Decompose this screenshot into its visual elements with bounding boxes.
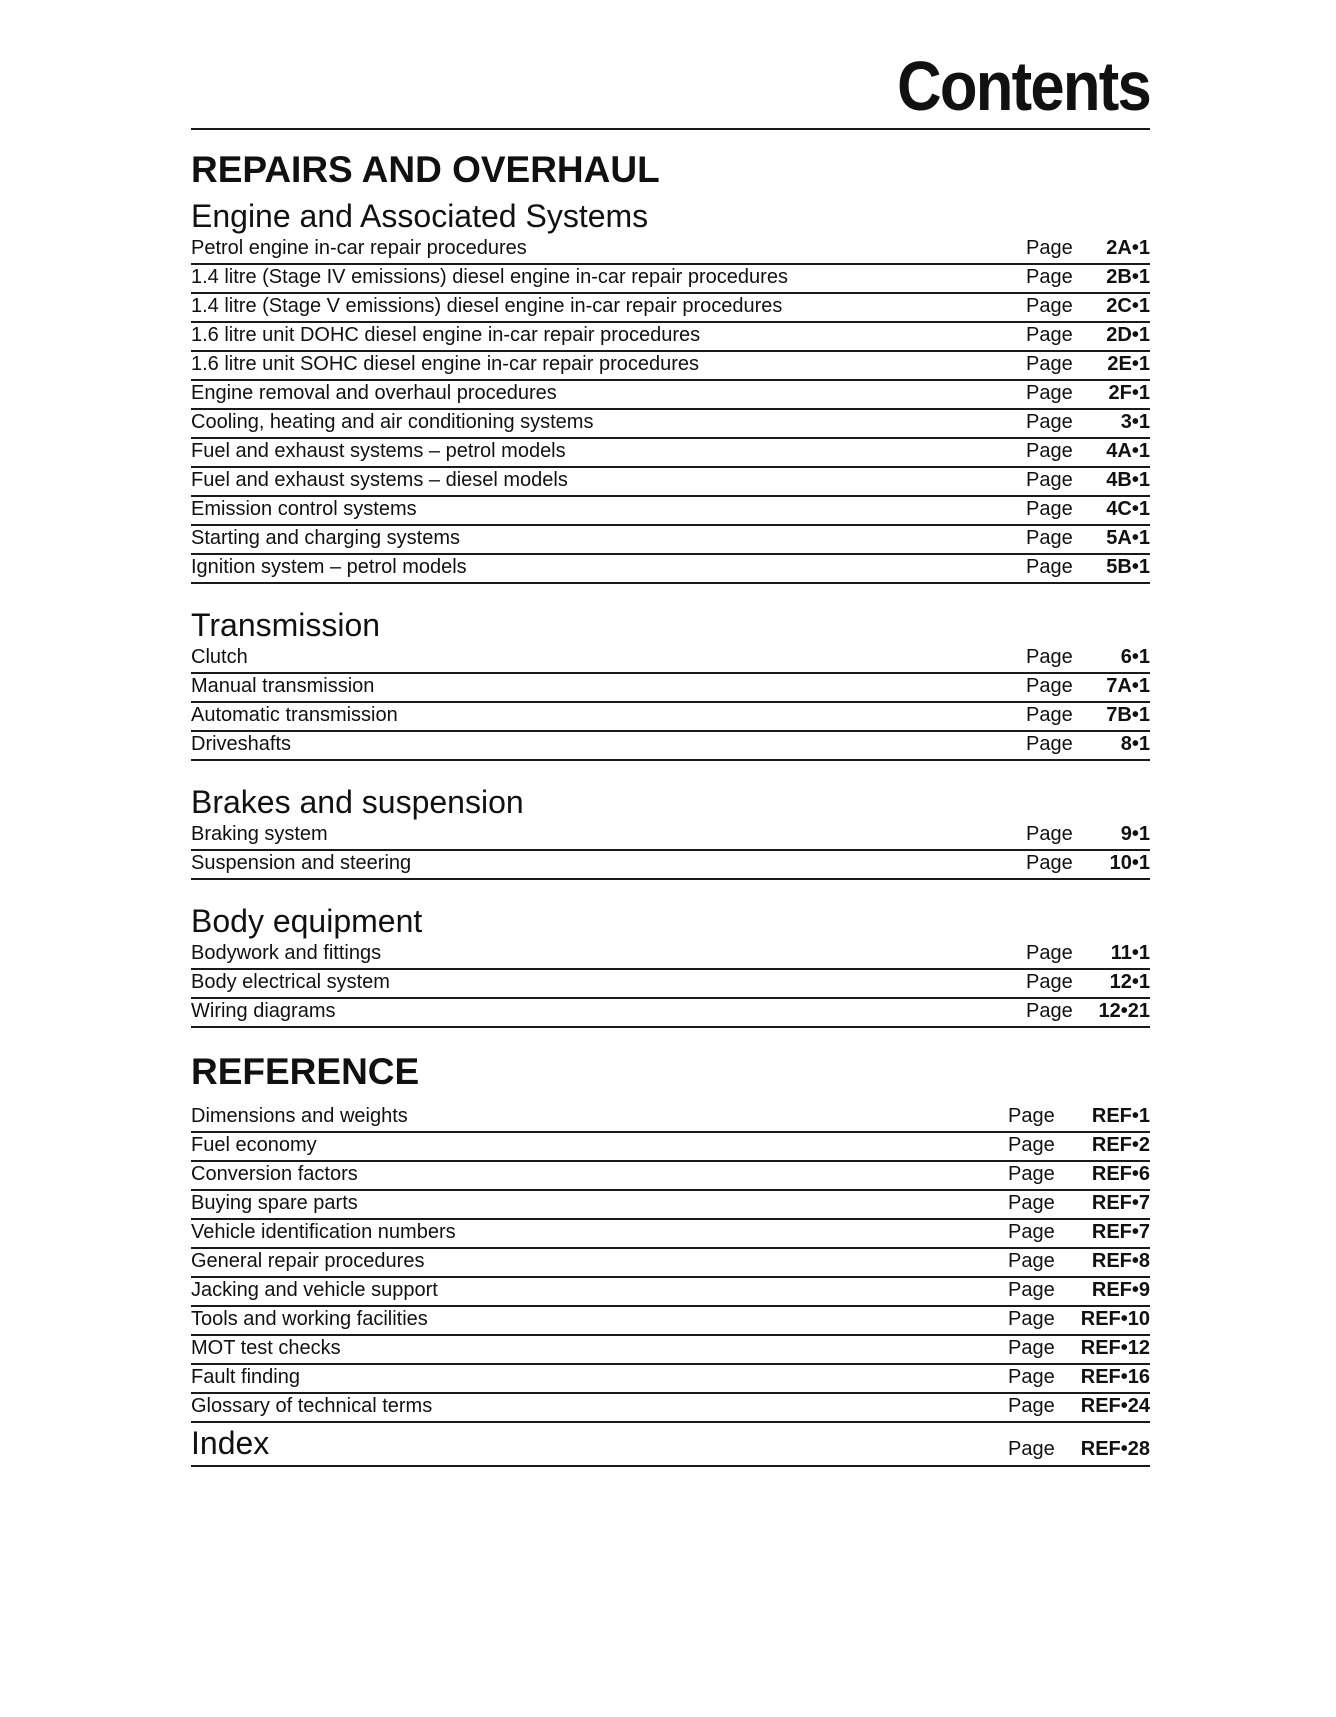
section-list xyxy=(191,645,1150,761)
entry-title: Fuel and exhaust systems – diesel models xyxy=(191,469,568,491)
page-word: Page xyxy=(1026,1000,1073,1022)
page-word: Page xyxy=(1026,440,1073,462)
contents-entry[interactable] xyxy=(191,703,1150,732)
page-word: Page xyxy=(1026,556,1073,578)
page-word: Page xyxy=(1008,1221,1055,1243)
page-number: 2B•1 xyxy=(1106,266,1150,288)
entry-title: 1.4 litre (Stage V emissions) diesel engine in-car repair procedures xyxy=(191,295,783,317)
page-number: 4A•1 xyxy=(1106,440,1150,462)
entry-title: Fault finding xyxy=(191,1366,300,1388)
contents-entry[interactable] xyxy=(191,439,1150,468)
page-word: Page xyxy=(1026,704,1073,726)
entry-title: Bodywork and fittings xyxy=(191,942,382,964)
part-heading-reference: REFERENCE xyxy=(191,1051,420,1092)
section-list xyxy=(191,236,1150,584)
page-word: Page xyxy=(1026,527,1073,549)
page-number: 5B•1 xyxy=(1106,556,1150,578)
page-number: 12•21 xyxy=(1098,1000,1150,1022)
contents-entry[interactable] xyxy=(191,999,1150,1028)
page-word: Page xyxy=(1008,1395,1055,1417)
page-number: 5A•1 xyxy=(1106,527,1150,549)
repairs-sections xyxy=(191,196,1150,1028)
page-word: Page xyxy=(1026,469,1073,491)
contents-entry[interactable] xyxy=(191,497,1150,526)
contents-entry[interactable] xyxy=(191,1191,1150,1220)
contents-entry[interactable] xyxy=(191,970,1150,999)
page-number: REF•24 xyxy=(1080,1395,1150,1417)
contents-entry[interactable] xyxy=(191,526,1150,555)
entry-title: Jacking and vehicle support xyxy=(191,1279,438,1301)
entry-title: Manual transmission xyxy=(191,675,375,697)
page-number: 12•1 xyxy=(1109,971,1150,993)
page-word: Page xyxy=(1008,1366,1055,1388)
page-word: Page xyxy=(1008,1105,1055,1127)
entry-title: 1.6 litre unit DOHC diesel engine in-car repair procedures xyxy=(191,324,701,346)
page-word: Page xyxy=(1026,942,1073,964)
page-number: REF•16 xyxy=(1080,1366,1150,1388)
page-word: Page xyxy=(1008,1163,1055,1185)
section-heading: Engine and Associated Systems xyxy=(191,198,649,234)
page-word: Page xyxy=(1026,353,1073,375)
page-number: REF•10 xyxy=(1080,1308,1150,1330)
reference-list xyxy=(191,1104,1150,1423)
section-heading: Brakes and suspension xyxy=(191,784,524,820)
page-number: REF•9 xyxy=(1091,1279,1150,1301)
page-number: 2E•1 xyxy=(1107,353,1150,375)
page-number: REF•12 xyxy=(1080,1337,1150,1359)
page-word: Page xyxy=(1008,1279,1055,1301)
page-word: Page xyxy=(1026,237,1073,259)
page-number: 9•1 xyxy=(1120,823,1150,845)
entry-title: MOT test checks xyxy=(191,1337,341,1359)
page-number: 11•1 xyxy=(1110,942,1150,964)
entry-title: Suspension and steering xyxy=(191,852,412,874)
page-word: Page xyxy=(1026,382,1073,404)
contents-entry[interactable] xyxy=(191,1220,1150,1249)
entry-title: Vehicle identification numbers xyxy=(191,1221,456,1243)
page-number: 2C•1 xyxy=(1106,295,1150,317)
page-number: 2A•1 xyxy=(1106,237,1150,259)
part-heading-repairs: REPAIRS AND OVERHAUL xyxy=(191,149,660,190)
page-word: Page xyxy=(1026,733,1073,755)
entry-title: Emission control systems xyxy=(191,498,417,520)
page-word: Page xyxy=(1026,498,1073,520)
page-word: Page xyxy=(1008,1337,1055,1359)
entry-title: Tools and working facilities xyxy=(191,1308,428,1330)
section-heading: Body equipment xyxy=(191,903,423,939)
entry-title: Engine removal and overhaul procedures xyxy=(191,382,557,404)
contents-entry[interactable] xyxy=(191,323,1150,352)
entry-title: Driveshafts xyxy=(191,733,292,755)
page-number: 2D•1 xyxy=(1106,324,1150,346)
contents-entry[interactable] xyxy=(191,236,1150,265)
entry-title: Automatic transmission xyxy=(191,704,398,726)
entry-title: Starting and charging systems xyxy=(191,527,461,549)
entry-title: Braking system xyxy=(191,823,328,845)
contents-entry[interactable] xyxy=(191,410,1150,439)
page-word: Page xyxy=(1026,411,1073,433)
page-word: Page xyxy=(1008,1438,1055,1460)
page-number: 4C•1 xyxy=(1106,498,1150,520)
page-title: Contents xyxy=(897,47,1150,125)
page-word: Page xyxy=(1008,1192,1055,1214)
page-word: Page xyxy=(1026,646,1073,668)
entry-title: Petrol engine in-car repair procedures xyxy=(191,237,527,259)
page-number: REF•6 xyxy=(1091,1163,1150,1185)
page-number: REF•28 xyxy=(1080,1438,1150,1460)
page-number: 10•1 xyxy=(1109,852,1150,874)
entry-title: Body electrical system xyxy=(191,971,390,993)
page-number: 2F•1 xyxy=(1108,382,1150,404)
entry-title: Glossary of technical terms xyxy=(191,1395,433,1417)
section-heading: Transmission xyxy=(191,607,381,643)
contents-entry[interactable] xyxy=(191,851,1150,880)
index-entry[interactable] xyxy=(191,1425,1150,1467)
page-number: REF•8 xyxy=(1091,1250,1150,1272)
contents-entry[interactable] xyxy=(191,1104,1150,1133)
contents-entry[interactable] xyxy=(191,645,1150,674)
contents-entry[interactable] xyxy=(191,1336,1150,1365)
contents-entry[interactable] xyxy=(191,1133,1150,1162)
entry-title: Ignition system – petrol models xyxy=(191,556,467,578)
page-number: 6•1 xyxy=(1120,646,1150,668)
page-number: REF•7 xyxy=(1091,1221,1150,1243)
entry-title: Dimensions and weights xyxy=(191,1105,408,1127)
contents-entry[interactable] xyxy=(191,732,1150,761)
contents-entry[interactable] xyxy=(191,1394,1150,1423)
page-number: 7B•1 xyxy=(1106,704,1150,726)
entry-title: Index xyxy=(191,1425,270,1461)
contents-entry[interactable] xyxy=(191,1365,1150,1394)
entry-title: 1.4 litre (Stage IV emissions) diesel engine in-car repair procedures xyxy=(191,266,788,288)
contents-entry[interactable] xyxy=(191,674,1150,703)
contents-entry[interactable] xyxy=(191,1278,1150,1307)
contents-entry[interactable] xyxy=(191,822,1150,851)
title-rule xyxy=(191,128,1150,130)
contents-entry[interactable] xyxy=(191,468,1150,497)
page-word: Page xyxy=(1026,675,1073,697)
entry-title: 1.6 litre unit SOHC diesel engine in-car repair procedures xyxy=(191,353,700,375)
page-number: REF•7 xyxy=(1091,1192,1150,1214)
page-word: Page xyxy=(1026,266,1073,288)
entry-title: Wiring diagrams xyxy=(191,1000,336,1022)
page-word: Page xyxy=(1026,823,1073,845)
contents-entry[interactable] xyxy=(191,1249,1150,1278)
page-number: REF•1 xyxy=(1091,1105,1150,1127)
entry-title: Conversion factors xyxy=(191,1163,358,1185)
contents-entry[interactable] xyxy=(191,381,1150,410)
contents-entry[interactable] xyxy=(191,555,1150,584)
contents-entry[interactable] xyxy=(191,352,1150,381)
page-number: 4B•1 xyxy=(1106,469,1150,491)
page-word: Page xyxy=(1026,295,1073,317)
entry-title: Cooling, heating and air conditioning systems xyxy=(191,411,594,433)
section-list xyxy=(191,941,1150,1028)
page-word: Page xyxy=(1008,1250,1055,1272)
entry-title: Clutch xyxy=(191,646,248,668)
contents-body xyxy=(191,46,1150,1467)
section-list xyxy=(191,822,1150,880)
contents-entry[interactable] xyxy=(191,265,1150,294)
page-word: Page xyxy=(1026,324,1073,346)
page-number: 3•1 xyxy=(1120,411,1150,433)
page-number: REF•2 xyxy=(1091,1134,1150,1156)
contents-entry[interactable] xyxy=(191,294,1150,323)
page-word: Page xyxy=(1026,852,1073,874)
entry-title: Buying spare parts xyxy=(191,1192,358,1214)
entry-title: Fuel economy xyxy=(191,1134,317,1156)
entry-title: Fuel and exhaust systems – petrol models xyxy=(191,440,566,462)
page-number: 8•1 xyxy=(1120,733,1150,755)
page-word: Page xyxy=(1008,1308,1055,1330)
contents-entry[interactable] xyxy=(191,941,1150,970)
entry-title: General repair procedures xyxy=(191,1250,425,1272)
page-word: Page xyxy=(1026,971,1073,993)
contents-entry[interactable] xyxy=(191,1162,1150,1191)
page-number: 7A•1 xyxy=(1106,675,1150,697)
contents-entry[interactable] xyxy=(191,1307,1150,1336)
page-word: Page xyxy=(1008,1134,1055,1156)
